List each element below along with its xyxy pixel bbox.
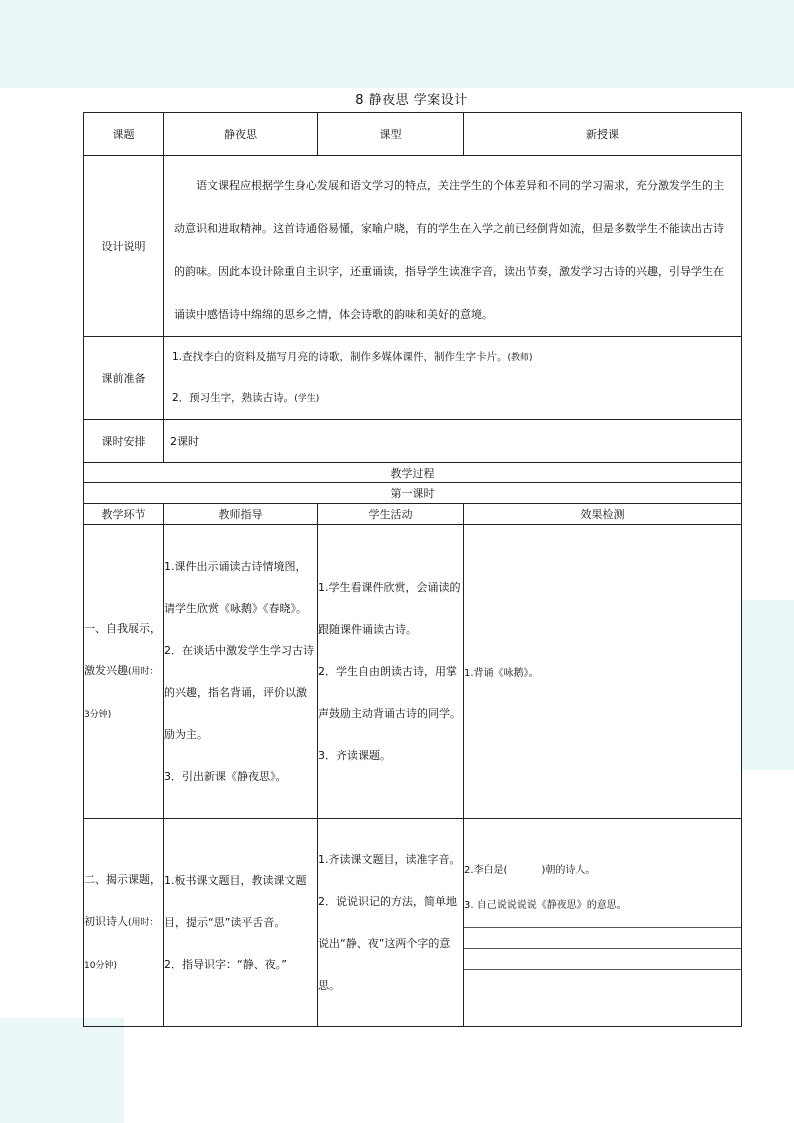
section-1-stage: 一、自我展示，激发兴趣(用时：3分钟) bbox=[84, 525, 164, 819]
type-value: 新授课 bbox=[464, 113, 742, 156]
schedule-row bbox=[84, 420, 742, 463]
prep-row bbox=[84, 337, 742, 420]
type-label: 课型 bbox=[318, 113, 464, 156]
page-left-band bbox=[0, 1018, 124, 1123]
schedule-value: 2课时 bbox=[164, 420, 742, 463]
topic-label: 课题 bbox=[84, 113, 164, 156]
section-2-teacher: 1.板书课文题目，教读课文题目，提示“思”读平舌音。 2．指导识字：“静、夜。” bbox=[164, 819, 318, 1027]
section-2-row bbox=[84, 819, 742, 1027]
document-title: 8 静夜思 学案设计 bbox=[355, 93, 468, 108]
section-2-stage: 二、揭示课题，初识诗人(用时：10分钟) bbox=[84, 819, 164, 1027]
answer-line bbox=[464, 969, 741, 970]
answer-line bbox=[464, 927, 741, 928]
page-top-band bbox=[0, 0, 794, 88]
section-1-row bbox=[84, 525, 742, 819]
process-title: 教学过程 bbox=[84, 463, 742, 483]
lesson-plan-table bbox=[83, 112, 742, 1027]
section-1-student: 1.学生看课件欣赏，会诵读的跟随课件诵读古诗。 2．学生自由朗读古诗，用掌声鼓励主动背诵古诗的同学。 3．齐读课题。 bbox=[318, 525, 464, 819]
design-label: 设计说明 bbox=[84, 156, 164, 337]
page-left-margin bbox=[0, 88, 82, 1123]
prep-item-1: 1.查找李白的资料及描写月亮的诗歌，制作多媒体课件，制作生字卡片。(教师) bbox=[172, 351, 533, 363]
effect-question-2: 2.李白是( )朝的诗人。 bbox=[464, 865, 596, 876]
topic-value: 静夜思 bbox=[164, 113, 318, 156]
section-2-effect bbox=[464, 819, 742, 1027]
section-2-student: 1.齐读课文题目，读准字音。 2．说说识记的方法，简单地说出“静、夜”这两个字的意思。 bbox=[318, 819, 464, 1027]
section-1-effect: 1.背诵《咏鹅》。 bbox=[464, 525, 742, 819]
page-right-band bbox=[741, 600, 794, 770]
answer-line bbox=[464, 948, 741, 949]
header-row bbox=[84, 113, 742, 156]
column-header-row bbox=[84, 504, 742, 525]
col-stage: 教学环节 bbox=[84, 504, 164, 525]
prep-item-2: 2．预习生字，熟读古诗。(学生) bbox=[172, 392, 320, 404]
effect-question-3: 3. 自己说说说说《静夜思》的意思。 bbox=[464, 900, 627, 911]
col-effect: 效果检测 bbox=[464, 504, 742, 525]
prep-label: 课前准备 bbox=[84, 337, 164, 420]
section-1-teacher: 1.课件出示诵读古诗情境图，请学生欣赏《咏鹅》《春晓》。 2．在谈话中激发学生学习古诗的兴趣，指名背诵，评价以激励为主。 3．引出新课《静夜思》。 bbox=[164, 525, 318, 819]
col-teacher: 教师指导 bbox=[164, 504, 318, 525]
lesson-title: 第一课时 bbox=[84, 483, 742, 504]
col-student: 学生活动 bbox=[318, 504, 464, 525]
schedule-label: 课时安排 bbox=[84, 420, 164, 463]
design-text: 语文课程应根据学生身心发展和语文学习的特点，关注学生的个体差异和不同的学习需求，充分激发学生的主动意识和进取精神。这首诗通俗易懂，家喻户晓，有的学生在入学之前已经倒背如流，但是多数学生不能读出古诗的韵味。因此本设计除重自主识字，还重诵读，指导学生读准字音，读出节奏，激发学习古诗的兴趣，引导学生在诵读中感悟诗中绵绵的思乡之情，体会诗歌的韵味和美好的意境。 bbox=[174, 179, 724, 321]
design-row bbox=[84, 156, 742, 337]
